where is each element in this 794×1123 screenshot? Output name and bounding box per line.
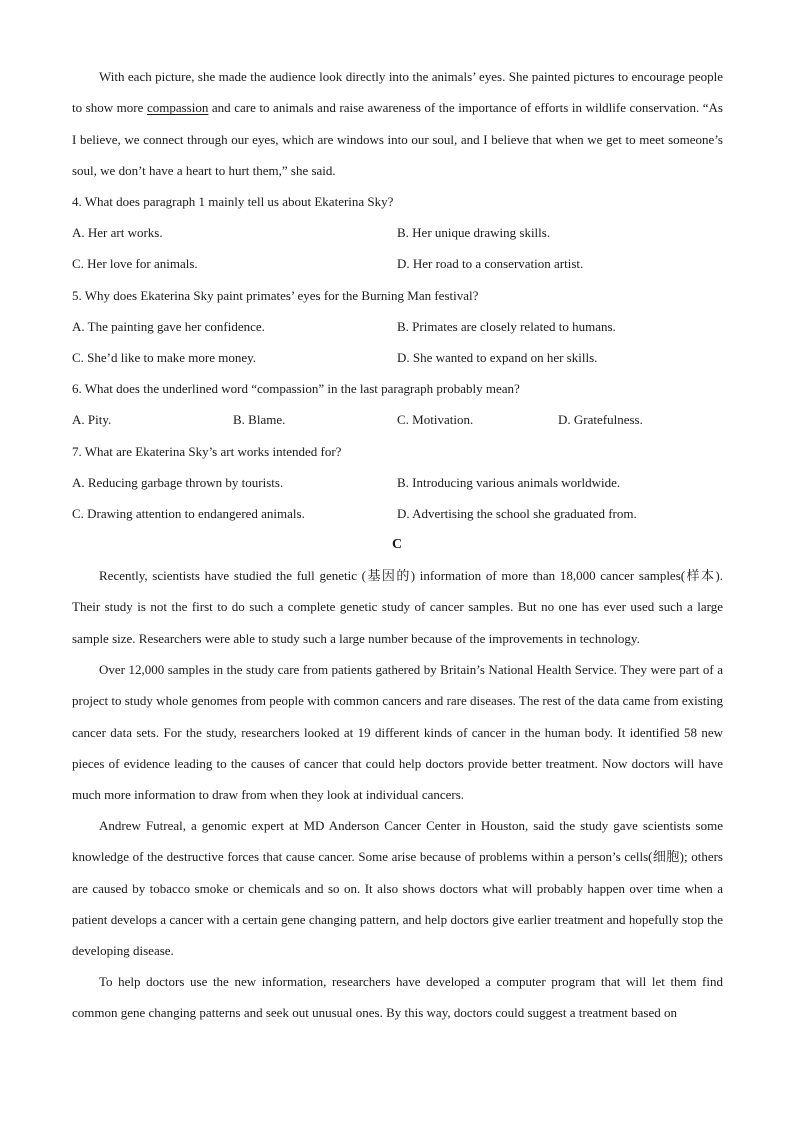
question-5-option-a: A. The painting gave her confidence. — [72, 319, 265, 334]
question-6-option-c: C. Motivation. — [397, 412, 474, 427]
question-6-option-a: A. Pity. — [72, 412, 112, 427]
question-4-option-d: D. Her road to a conservation artist. — [397, 256, 584, 271]
section-c-paragraph-1: Recently, scientists have studied the full genetic (基因的) information of more than 18,000 cancer samples(样本). Their study is not the first to do such a complete genetic study of cancer samples. But no one has ever used such a large sample size. Researchers were able to study such a large number because of the improvements in technology. — [72, 568, 723, 646]
question-7-option-b: B. Introducing various animals worldwide. — [397, 475, 621, 490]
question-4-option-c: C. Her love for animals. — [72, 256, 198, 271]
question-7-option-a: A. Reducing garbage thrown by tourists. — [72, 475, 284, 490]
question-6-stem: 6. What does the underlined word “compassion” in the last paragraph probably mean? — [72, 381, 520, 396]
question-7-stem: 7. What are Ekaterina Sky’s art works intended for? — [72, 444, 342, 459]
question-5-option-b: B. Primates are closely related to humans. — [397, 319, 616, 334]
section-c-paragraph-3: Andrew Futreal, a genomic expert at MD Anderson Cancer Center in Houston, said the study gave scientists some knowledge of the destructive forces that cause cancer. Some arise because of problems within a person’s cells(细胞); others are caused by tobacco smoke or chemicals and so on. It also shows doctors what will probably happen over time when a patient develops a cancer with a certain gene changing pattern, and help doctors give earlier treatment and hopefully stop the developing disease. — [72, 818, 723, 959]
question-5-option-d: D. She wanted to expand on her skills. — [397, 350, 598, 365]
section-c-paragraph-4: To help doctors use the new information, researchers have developed a computer program that will let them find common gene changing patterns and seek out unusual ones. By this way, doctors could suggest a treatment based on — [72, 974, 723, 1021]
section-c-heading: C — [391, 537, 403, 552]
question-7-option-c: C. Drawing attention to endangered animals. — [72, 506, 305, 521]
question-5-stem: 5. Why does Ekaterina Sky paint primates’ eyes for the Burning Man festival? — [72, 288, 479, 303]
question-4-option-b: B. Her unique drawing skills. — [397, 225, 551, 240]
underlined-word-compassion: compassion — [146, 100, 209, 116]
paragraph-text-after: and care to animals and raise awareness of the importance of efforts in wildlife conservation. “As I believe, we connect through our eyes, which are windows into our soul, and I believe that when we get to meet someone’s soul, we don’t have a heart to hurt them,” she said. — [72, 100, 723, 178]
question-4-option-a: A. Her art works. — [72, 225, 163, 240]
question-5-option-c: C. She’d like to make more money. — [72, 350, 257, 365]
question-4-stem: 4. What does paragraph 1 mainly tell us about Ekaterina Sky? — [72, 194, 394, 209]
paragraph-text-before: With each picture, she made the audience look directly into the animals’ eyes. She painted pictures to encourage people to show more — [72, 69, 723, 116]
question-6-option-b: B. Blame. — [233, 412, 286, 427]
question-6-option-d: D. Gratefulness. — [558, 412, 643, 427]
section-c-paragraph-2: Over 12,000 samples in the study care from patients gathered by Britain’s National Health Service. They were part of a project to study whole genomes from people with common cancers and rare diseases. The rest of the data came from existing cancer data sets. For the study, researchers looked at 19 different kinds of cancer in the human body. It identified 58 new pieces of evidence leading to the causes of cancer that could help doctors provide better treatment. Now doctors will have much more information to draw from when they look at individual cancers. — [72, 662, 723, 803]
passage-b-last-paragraph — [72, 61, 723, 186]
question-7-option-d: D. Advertising the school she graduated from. — [397, 506, 637, 521]
